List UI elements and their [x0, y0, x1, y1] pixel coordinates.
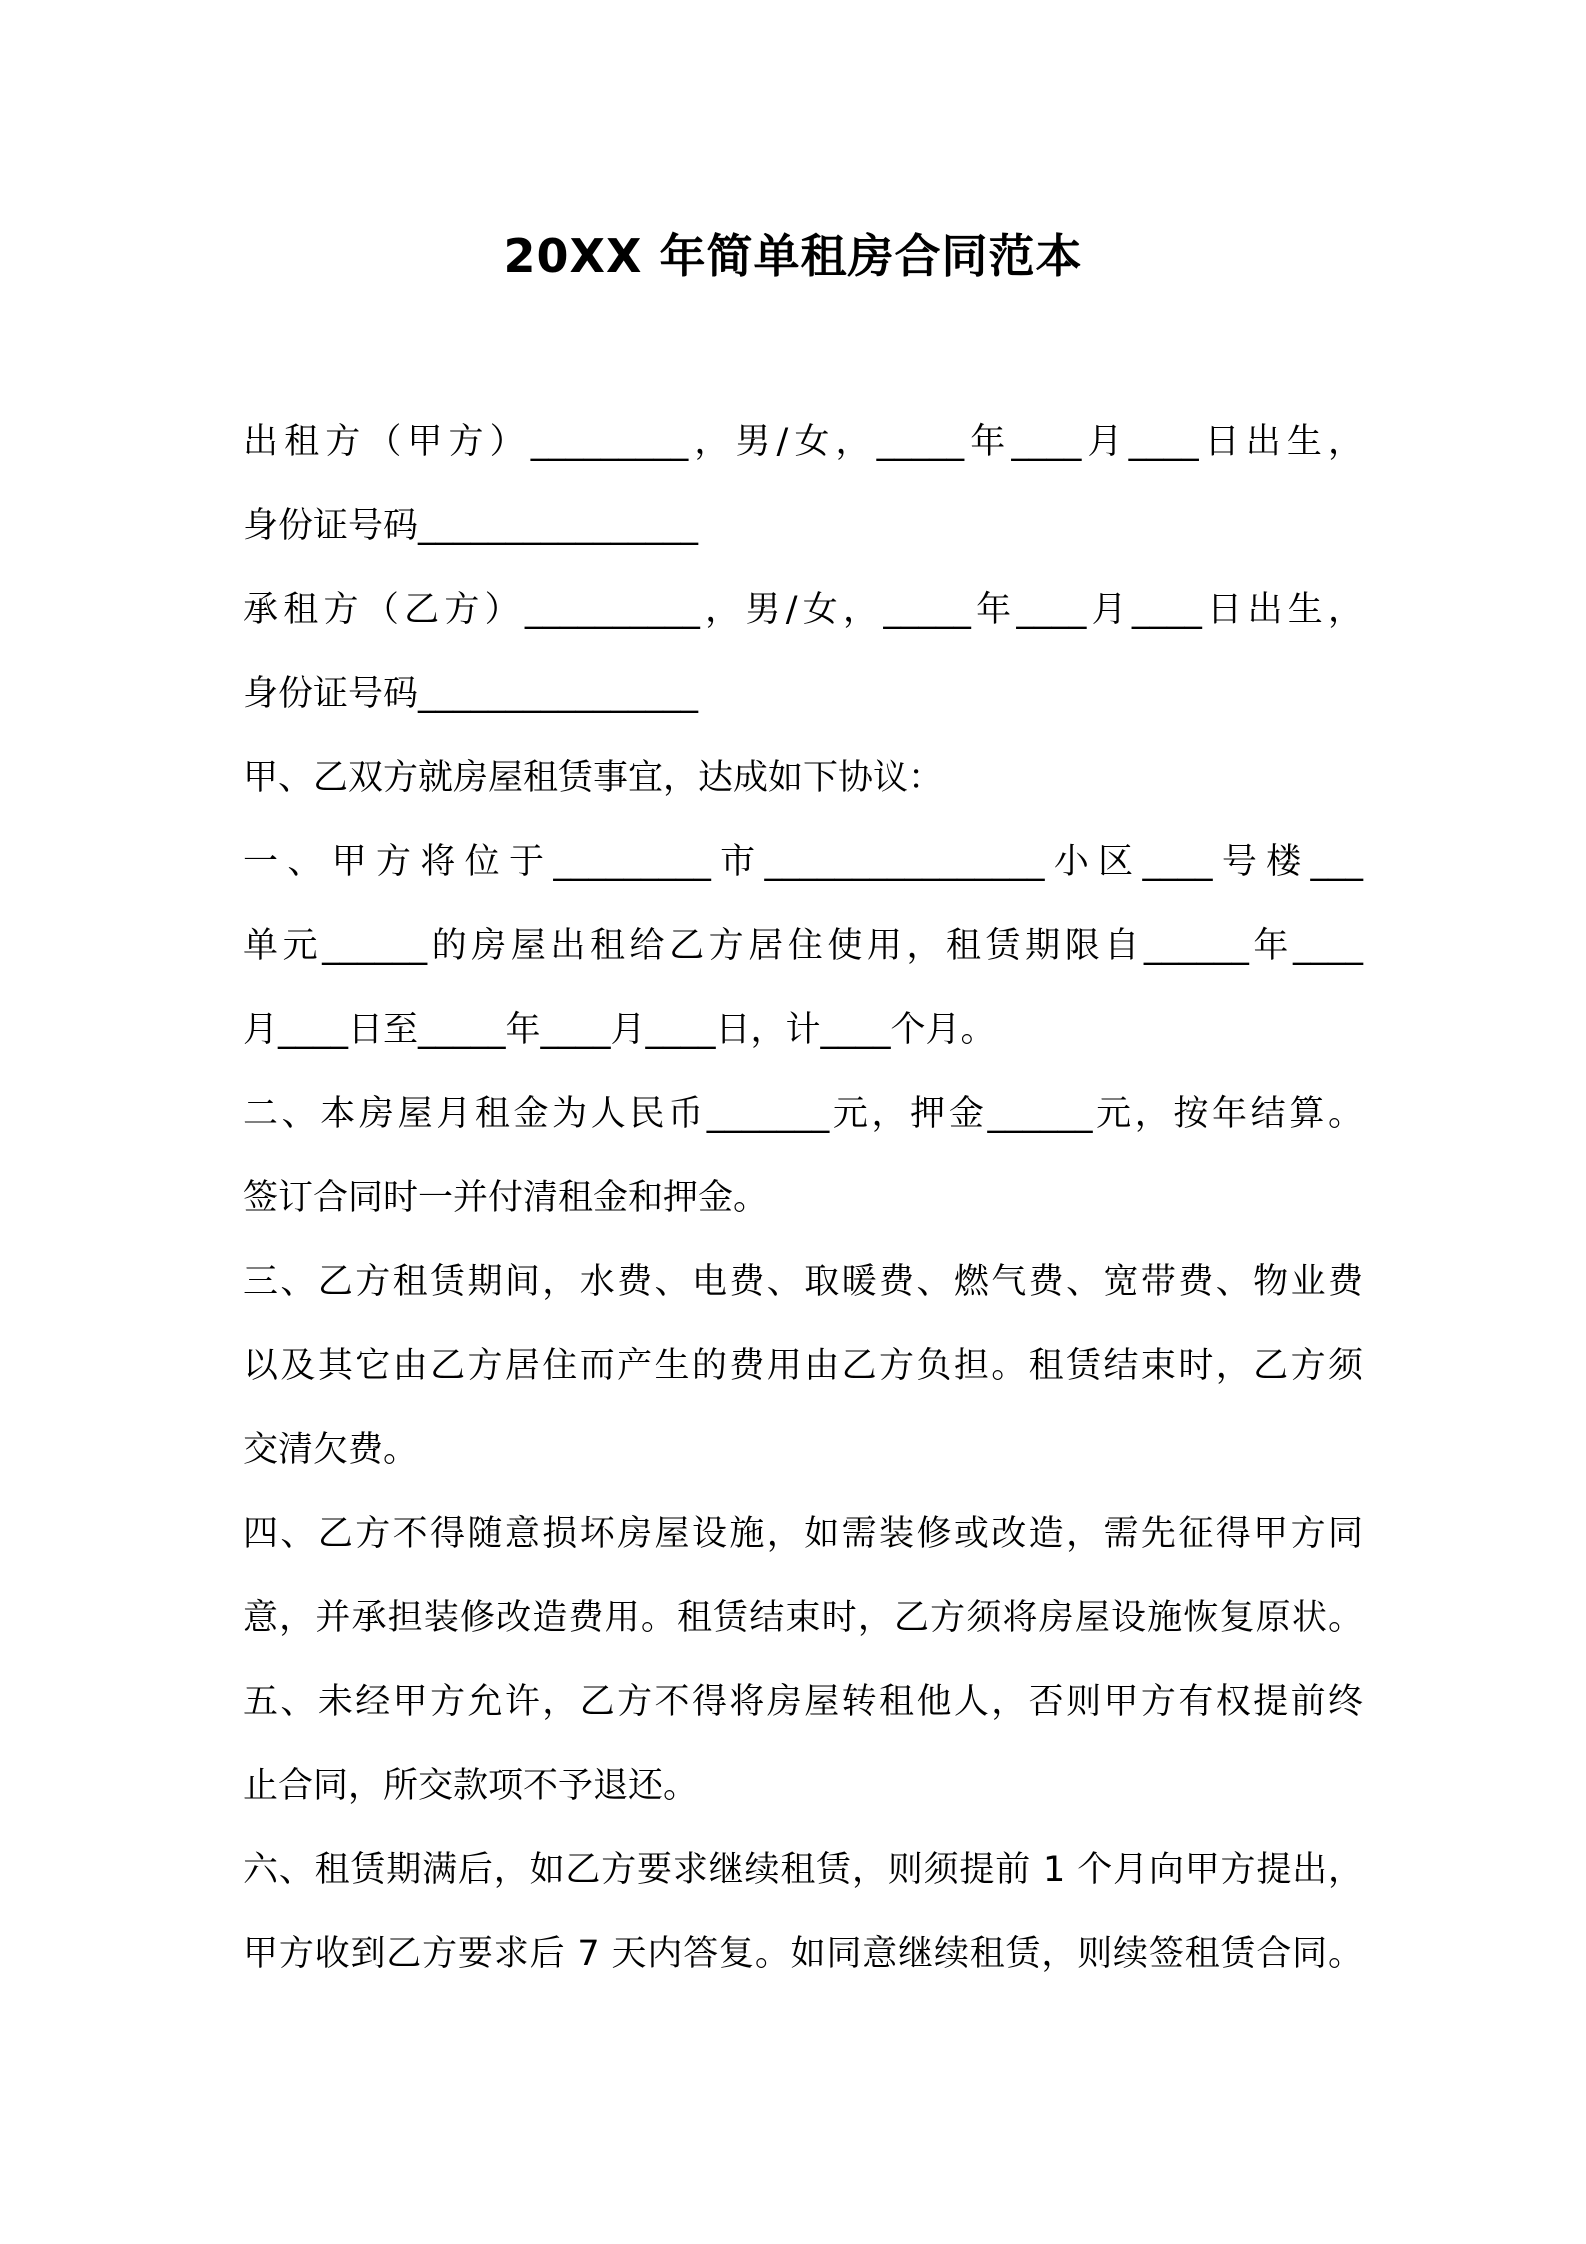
clause-6-line-2: 甲方收到乙方要求后 7 天内答复。如同意继续租赁，则续签租赁合同。	[243, 1934, 1363, 1974]
clause-5-line-1: 五、未经甲方允许，乙方不得将房屋转租他人，否则甲方有权提前终	[243, 1682, 1363, 1722]
clause-2-line-1: 二、本房屋月租金为人民币_______元，押金______元，按年结算。	[243, 1094, 1363, 1134]
landlord-id-line: 身份证号码________________	[243, 506, 699, 546]
clause-3-line-3: 交清欠费。	[243, 1430, 419, 1470]
clause-4-line-1: 四、乙方不得随意损坏房屋设施，如需装修或改造，需先征得甲方同	[243, 1514, 1363, 1554]
tenant-info-line: 承租方（乙方）__________，男/女，_____年____月____日出生，	[243, 590, 1363, 630]
tenant-id-line: 身份证号码________________	[243, 674, 699, 714]
clause-5-line-2: 止合同，所交款项不予退还。	[243, 1766, 699, 1806]
clause-6-line-1: 六、租赁期满后，如乙方要求继续租赁，则须提前 1 个月向甲方提出，	[243, 1850, 1363, 1890]
agreement-intro-line: 甲、乙双方就房屋租赁事宜，达成如下协议：	[243, 758, 944, 798]
clause-4-line-2: 意，并承担装修改造费用。租赁结束时，乙方须将房屋设施恢复原状。	[243, 1598, 1363, 1638]
clause-3-line-1: 三、乙方租赁期间，水费、电费、取暖费、燃气费、宽带费、物业费	[243, 1262, 1363, 1302]
clause-3-line-2: 以及其它由乙方居住而产生的费用由乙方负担。租赁结束时，乙方须	[243, 1346, 1363, 1386]
landlord-info-line: 出租方（甲方）_________，男/女，_____年____月____日出生，	[243, 422, 1363, 462]
clause-1-line-2: 单元______的房屋出租给乙方居住使用，租赁期限自______年____	[243, 926, 1363, 966]
clause-1-line-3: 月____日至_____年____月____日，计____个月。	[243, 1010, 996, 1050]
document-title: 20XX 年简单租房合同范本	[503, 229, 1083, 283]
clause-1-line-1: 一、甲方将位于_________市________________小区____号楼___	[243, 842, 1363, 882]
clause-2-line-2: 签订合同时一并付清租金和押金。	[243, 1178, 769, 1218]
